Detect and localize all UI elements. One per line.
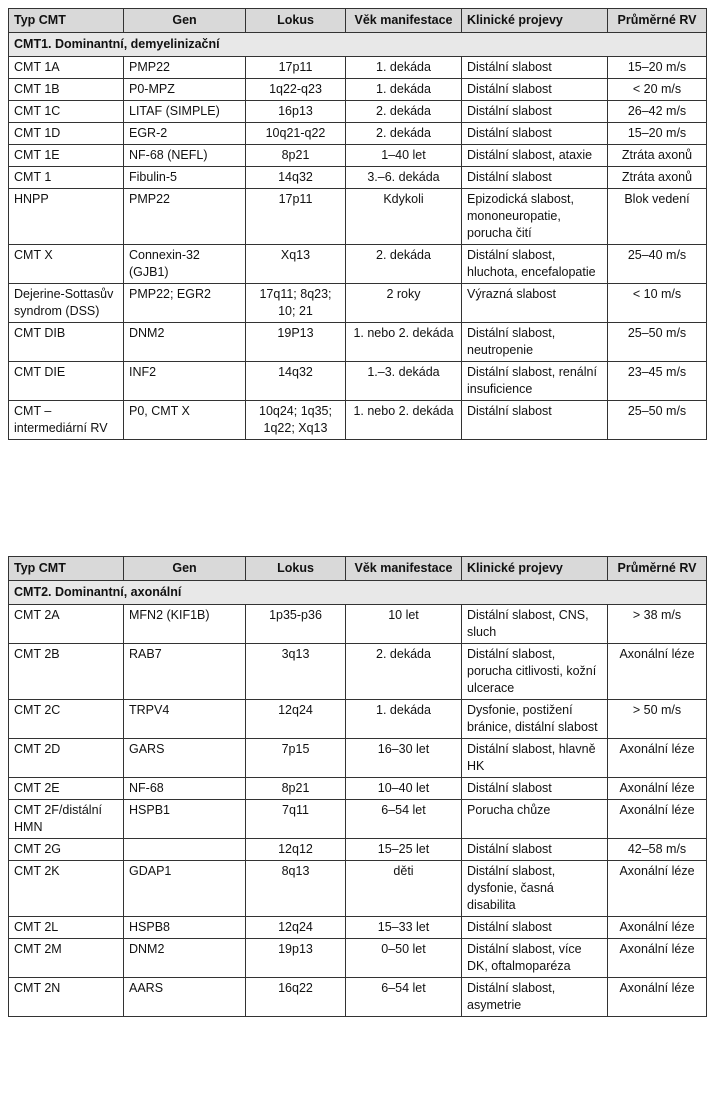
cell-gen: MFN2 (KIF1B): [124, 605, 246, 644]
cell-rv: 26–42 m/s: [608, 101, 707, 123]
cell-vek: 1.–3. dekáda: [346, 362, 462, 401]
cell-projevy: Distální slabost, více DK, oftalmoparéza: [462, 939, 608, 978]
cell-typ: CMT 2A: [9, 605, 124, 644]
cell-gen: LITAF (SIMPLE): [124, 101, 246, 123]
cell-typ: CMT 2C: [9, 700, 124, 739]
cell-vek: 15–25 let: [346, 839, 462, 861]
cell-vek: 6–54 let: [346, 978, 462, 1017]
cell-rv: Axonální léze: [608, 978, 707, 1017]
header-typ: Typ CMT: [9, 557, 124, 581]
cell-lokus: 1q22-q23: [246, 79, 346, 101]
cell-projevy: Distální slabost: [462, 101, 608, 123]
header-row: [9, 557, 707, 581]
table-row: [9, 79, 707, 101]
cell-vek: 1–40 let: [346, 145, 462, 167]
cell-typ: CMT 2L: [9, 917, 124, 939]
cell-rv: Ztráta axonů: [608, 145, 707, 167]
cell-vek: 16–30 let: [346, 739, 462, 778]
cell-gen: P0-MPZ: [124, 79, 246, 101]
cell-lokus: 17q11; 8q23; 10; 21: [246, 284, 346, 323]
cell-projevy: Distální slabost, dysfonie, časná disabilita: [462, 861, 608, 917]
cell-rv: Axonální léze: [608, 861, 707, 917]
cell-gen: NF-68 (NEFL): [124, 145, 246, 167]
header-typ: Typ CMT: [9, 9, 124, 33]
cell-projevy: Distální slabost: [462, 401, 608, 440]
cell-typ: CMT 2G: [9, 839, 124, 861]
cell-projevy: Distální slabost, renální insuficience: [462, 362, 608, 401]
table-row: [9, 917, 707, 939]
cell-gen: DNM2: [124, 939, 246, 978]
cmt1-table: [8, 8, 707, 440]
table-row: [9, 167, 707, 189]
cell-vek: 10–40 let: [346, 778, 462, 800]
cell-lokus: 8q13: [246, 861, 346, 917]
cell-typ: CMT 1C: [9, 101, 124, 123]
cell-projevy: Distální slabost, hlavně HK: [462, 739, 608, 778]
cell-projevy: Distální slabost, porucha citlivosti, kožní ulcerace: [462, 644, 608, 700]
cell-vek: 3.–6. dekáda: [346, 167, 462, 189]
header-lokus: Lokus: [246, 557, 346, 581]
cell-lokus: 10q21-q22: [246, 123, 346, 145]
cell-projevy: Distální slabost, CNS, sluch: [462, 605, 608, 644]
header-projevy: Klinické projevy: [462, 557, 608, 581]
cell-lokus: 19p13: [246, 939, 346, 978]
cell-typ: CMT – intermediární RV: [9, 401, 124, 440]
cell-lokus: 19P13: [246, 323, 346, 362]
cell-gen: PMP22: [124, 57, 246, 79]
cell-projevy: Distální slabost: [462, 917, 608, 939]
cell-typ: CMT 1E: [9, 145, 124, 167]
table-row: [9, 861, 707, 917]
cell-typ: CMT DIE: [9, 362, 124, 401]
cell-lokus: 14q32: [246, 362, 346, 401]
cell-vek: 1. nebo 2. dekáda: [346, 401, 462, 440]
cell-vek: Kdykoli: [346, 189, 462, 245]
cell-vek: 1. nebo 2. dekáda: [346, 323, 462, 362]
cell-gen: RAB7: [124, 644, 246, 700]
cell-vek: 2 roky: [346, 284, 462, 323]
header-rv: Průměrné RV: [608, 9, 707, 33]
cell-projevy: Distální slabost, ataxie: [462, 145, 608, 167]
cell-lokus: 17p11: [246, 189, 346, 245]
table-row: [9, 800, 707, 839]
cell-gen: Connexin-32 (GJB1): [124, 245, 246, 284]
cell-projevy: Distální slabost, asymetrie: [462, 978, 608, 1017]
header-vek: Věk manifestace: [346, 557, 462, 581]
cell-rv: Axonální léze: [608, 939, 707, 978]
header-rv: Průměrné RV: [608, 557, 707, 581]
cell-typ: CMT 1D: [9, 123, 124, 145]
cell-vek: 0–50 let: [346, 939, 462, 978]
header-gen: Gen: [124, 557, 246, 581]
cell-projevy: Epizodická slabost, mononeuropatie, porucha čití: [462, 189, 608, 245]
cell-projevy: Porucha chůze: [462, 800, 608, 839]
cell-lokus: 12q24: [246, 917, 346, 939]
cell-projevy: Distální slabost: [462, 839, 608, 861]
table-row: [9, 605, 707, 644]
cell-lokus: Xq13: [246, 245, 346, 284]
cell-rv: 23–45 m/s: [608, 362, 707, 401]
table-row: [9, 245, 707, 284]
cell-rv: 15–20 m/s: [608, 57, 707, 79]
section-row: [9, 581, 707, 605]
cell-typ: CMT DIB: [9, 323, 124, 362]
cell-rv: Axonální léze: [608, 739, 707, 778]
cell-gen: NF-68: [124, 778, 246, 800]
cell-projevy: Dysfonie, postižení bránice, distální slabost: [462, 700, 608, 739]
cell-lokus: 12q12: [246, 839, 346, 861]
cell-typ: CMT 1A: [9, 57, 124, 79]
cell-gen: INF2: [124, 362, 246, 401]
cell-gen: AARS: [124, 978, 246, 1017]
table-body: [9, 33, 707, 440]
cell-vek: 10 let: [346, 605, 462, 644]
table-body: [9, 581, 707, 1017]
header-gen: Gen: [124, 9, 246, 33]
cell-lokus: 12q24: [246, 700, 346, 739]
cell-projevy: Výrazná slabost: [462, 284, 608, 323]
cell-projevy: Distální slabost: [462, 57, 608, 79]
cell-lokus: 17p11: [246, 57, 346, 79]
cell-rv: > 50 m/s: [608, 700, 707, 739]
cell-typ: CMT 2N: [9, 978, 124, 1017]
cell-lokus: 10q24; 1q35; 1q22; Xq13: [246, 401, 346, 440]
cell-gen: HSPB8: [124, 917, 246, 939]
cell-lokus: 16p13: [246, 101, 346, 123]
cell-typ: Dejerine-Sottasův syndrom (DSS): [9, 284, 124, 323]
cell-projevy: Distální slabost: [462, 778, 608, 800]
cmt2-table: [8, 556, 707, 1017]
table-row: [9, 323, 707, 362]
cell-gen: GDAP1: [124, 861, 246, 917]
cell-lokus: 8p21: [246, 145, 346, 167]
table-row: [9, 123, 707, 145]
cell-rv: Axonální léze: [608, 800, 707, 839]
header-lokus: Lokus: [246, 9, 346, 33]
cell-gen: EGR-2: [124, 123, 246, 145]
cell-projevy: Distální slabost: [462, 167, 608, 189]
table-row: [9, 145, 707, 167]
cell-vek: 2. dekáda: [346, 101, 462, 123]
table-row: [9, 401, 707, 440]
cell-gen: [124, 839, 246, 861]
section-title: CMT2. Dominantní, axonální: [9, 581, 707, 605]
cell-rv: Blok vedení: [608, 189, 707, 245]
cell-gen: DNM2: [124, 323, 246, 362]
cell-typ: HNPP: [9, 189, 124, 245]
header-row: [9, 9, 707, 33]
cell-lokus: 14q32: [246, 167, 346, 189]
table-row: [9, 101, 707, 123]
cell-vek: 1. dekáda: [346, 700, 462, 739]
cell-gen: TRPV4: [124, 700, 246, 739]
cell-projevy: Distální slabost: [462, 123, 608, 145]
cell-lokus: 7q11: [246, 800, 346, 839]
cell-typ: CMT 2E: [9, 778, 124, 800]
table-row: [9, 644, 707, 700]
cell-typ: CMT 2K: [9, 861, 124, 917]
header-projevy: Klinické projevy: [462, 9, 608, 33]
cell-lokus: 1p35-p36: [246, 605, 346, 644]
cell-rv: 42–58 m/s: [608, 839, 707, 861]
cell-rv: Axonální léze: [608, 917, 707, 939]
table-row: [9, 362, 707, 401]
table-row: [9, 700, 707, 739]
cell-rv: 25–50 m/s: [608, 323, 707, 362]
cell-gen: GARS: [124, 739, 246, 778]
section-row: [9, 33, 707, 57]
cell-gen: HSPB1: [124, 800, 246, 839]
cell-rv: 25–40 m/s: [608, 245, 707, 284]
cell-gen: PMP22; EGR2: [124, 284, 246, 323]
cell-projevy: Distální slabost: [462, 79, 608, 101]
table-row: [9, 839, 707, 861]
cell-typ: CMT 2D: [9, 739, 124, 778]
cell-typ: CMT X: [9, 245, 124, 284]
header-vek: Věk manifestace: [346, 9, 462, 33]
cell-gen: P0, CMT X: [124, 401, 246, 440]
cell-vek: děti: [346, 861, 462, 917]
cell-vek: 2. dekáda: [346, 123, 462, 145]
cell-rv: Ztráta axonů: [608, 167, 707, 189]
table-row: [9, 189, 707, 245]
cell-rv: < 10 m/s: [608, 284, 707, 323]
cell-projevy: Distální slabost, hluchota, encefalopatie: [462, 245, 608, 284]
cell-rv: > 38 m/s: [608, 605, 707, 644]
cell-typ: CMT 2F/distální HMN: [9, 800, 124, 839]
cell-vek: 15–33 let: [346, 917, 462, 939]
cell-rv: < 20 m/s: [608, 79, 707, 101]
table-row: [9, 939, 707, 978]
cell-typ: CMT 1: [9, 167, 124, 189]
cell-gen: PMP22: [124, 189, 246, 245]
cell-typ: CMT 2B: [9, 644, 124, 700]
cell-typ: CMT 2M: [9, 939, 124, 978]
cell-vek: 2. dekáda: [346, 245, 462, 284]
table-row: [9, 978, 707, 1017]
cell-rv: Axonální léze: [608, 778, 707, 800]
cell-lokus: 16q22: [246, 978, 346, 1017]
table-row: [9, 739, 707, 778]
cell-rv: 25–50 m/s: [608, 401, 707, 440]
cell-typ: CMT 1B: [9, 79, 124, 101]
cell-gen: Fibulin-5: [124, 167, 246, 189]
table-row: [9, 778, 707, 800]
section-title: CMT1. Dominantní, demyelinizační: [9, 33, 707, 57]
table-row: [9, 284, 707, 323]
table-row: [9, 57, 707, 79]
cell-rv: 15–20 m/s: [608, 123, 707, 145]
cell-rv: Axonální léze: [608, 644, 707, 700]
cell-lokus: 8p21: [246, 778, 346, 800]
cell-projevy: Distální slabost, neutropenie: [462, 323, 608, 362]
cell-vek: 1. dekáda: [346, 57, 462, 79]
cell-lokus: 7p15: [246, 739, 346, 778]
cell-lokus: 3q13: [246, 644, 346, 700]
cell-vek: 1. dekáda: [346, 79, 462, 101]
cell-vek: 6–54 let: [346, 800, 462, 839]
cell-vek: 2. dekáda: [346, 644, 462, 700]
